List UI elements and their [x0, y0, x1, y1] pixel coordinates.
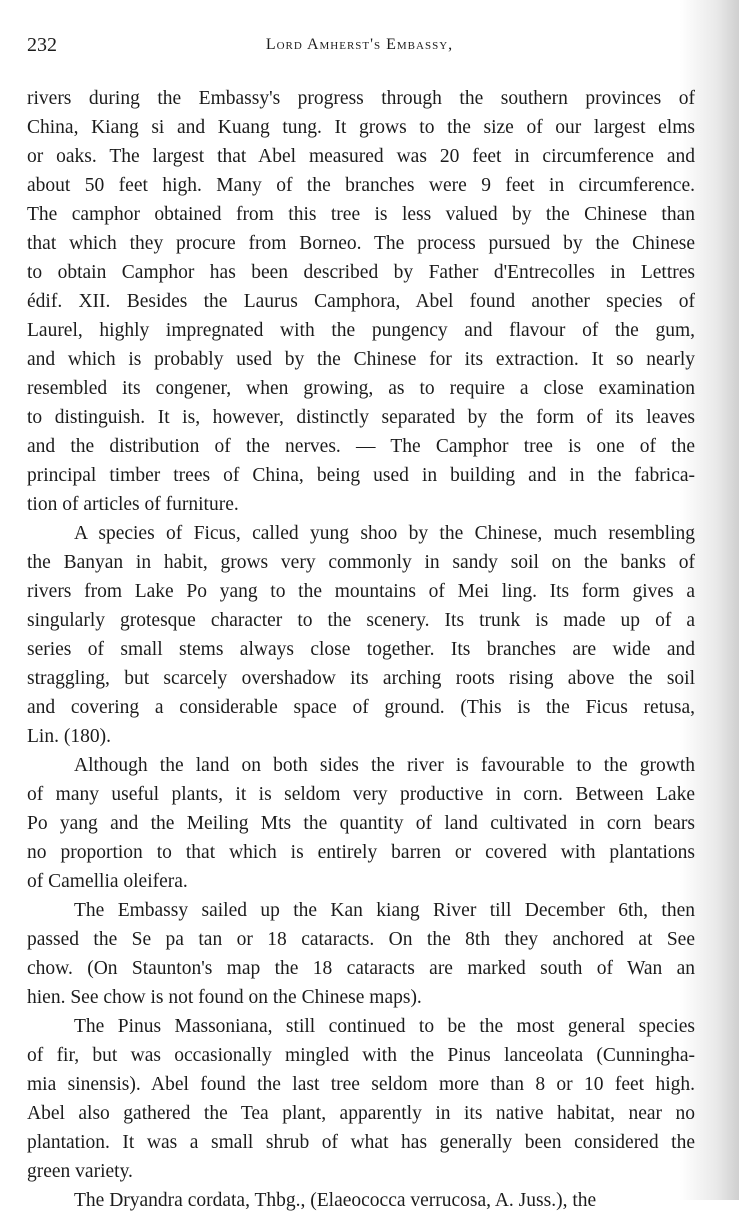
text-line: China, Kiang si and Kuang tung. It grows to the size of our largest elms	[27, 117, 695, 138]
text-line: édif. XII. Besides the Laurus Camphora, Abel found another species of	[27, 291, 695, 312]
text-line: A species of Ficus, called yung shoo by the Chinese, much resembling	[74, 523, 695, 544]
text-line: plantation. It was a small shrub of what has generally been considered the	[27, 1132, 695, 1153]
text-line: passed the Se pa tan or 18 cataracts. On the 8th they anchored at See	[27, 929, 695, 950]
paragraph	[27, 1012, 695, 1186]
paragraph	[27, 1186, 695, 1215]
text-line: The Dryandra cordata, Thbg., (Elaeococca verrucosa, A. Juss.), the	[74, 1190, 597, 1211]
text-line: The Pinus Massoniana, still continued to be the most general species	[74, 1016, 695, 1037]
text-line: no proportion to that which is entirely barren or covered with plantations	[27, 842, 695, 863]
text-line: mia sinensis). Abel found the last tree seldom more than 8 or 10 feet high.	[27, 1074, 695, 1095]
text-line: of fir, but was occasionally mingled with the Pinus lanceolata (Cunningha-	[27, 1045, 695, 1066]
text-line: resembled its congener, when growing, as to require a close examination	[27, 378, 695, 399]
text-line: Abel also gathered the Tea plant, apparently in its native habitat, near no	[27, 1103, 695, 1124]
text-line: of many useful plants, it is seldom very productive in corn. Between Lake	[27, 784, 695, 805]
text-line: The Embassy sailed up the Kan kiang River till December 6th, then	[74, 900, 695, 921]
text-line: green variety.	[27, 1161, 133, 1182]
text-line: principal timber trees of China, being used in building and in the fabrica-	[27, 465, 695, 486]
text-line: or oaks. The largest that Abel measured was 20 feet in circumference and	[27, 146, 695, 167]
paragraph	[27, 84, 695, 519]
text-line: and which is probably used by the Chinese for its extraction. It so nearly	[27, 349, 695, 370]
text-line: rivers from Lake Po yang to the mountains of Mei ling. Its form gives a	[27, 581, 695, 602]
text-line: Although the land on both sides the river is favourable to the growth	[74, 755, 695, 776]
paragraph	[27, 751, 695, 896]
text-line: and the distribution of the nerves. — The Camphor tree is one of the	[27, 436, 695, 457]
text-line: singularly grotesque character to the scenery. Its trunk is made up of a	[27, 610, 695, 631]
paragraph	[27, 896, 695, 1012]
running-title: Lord Amherst's Embassy,	[265, 36, 454, 53]
text-line: Lin. (180).	[27, 726, 111, 747]
text-line: Laurel, highly impregnated with the pungency and flavour of the gum,	[27, 320, 695, 341]
text-line: to distinguish. It is, however, distinctly separated by the form of its leaves	[27, 407, 695, 428]
text-line: of Camellia oleifera.	[27, 871, 188, 892]
text-line: chow. (On Staunton's map the 18 cataracts are marked south of Wan an	[27, 958, 695, 979]
text-line: tion of articles of furniture.	[27, 494, 239, 515]
body-text	[27, 84, 695, 1215]
text-line: rivers during the Embassy's progress through the southern provinces of	[27, 88, 695, 109]
text-line: straggling, but scarcely overshadow its arching roots rising above the soil	[27, 668, 695, 689]
text-line: about 50 feet high. Many of the branches were 9 feet in circumference.	[27, 175, 695, 196]
text-line: the Banyan in habit, grows very commonly in sandy soil on the banks of	[27, 552, 695, 573]
paragraph	[27, 519, 695, 751]
page-number: 232	[27, 34, 57, 56]
text-line: and covering a considerable space of ground. (This is the Ficus retusa,	[27, 697, 695, 718]
text-line: The camphor obtained from this tree is less valued by the Chinese than	[27, 204, 695, 225]
text-line: Po yang and the Meiling Mts the quantity of land cultivated in corn bears	[27, 813, 695, 834]
text-line: to obtain Camphor has been described by Father d'Entrecolles in Lettres	[27, 262, 695, 283]
text-line: hien. See chow is not found on the Chinese maps).	[27, 987, 422, 1008]
text-line: that which they procure from Borneo. The process pursued by the Chinese	[27, 233, 695, 254]
text-line: series of small stems always close together. Its branches are wide and	[27, 639, 695, 660]
page-header	[27, 34, 692, 64]
